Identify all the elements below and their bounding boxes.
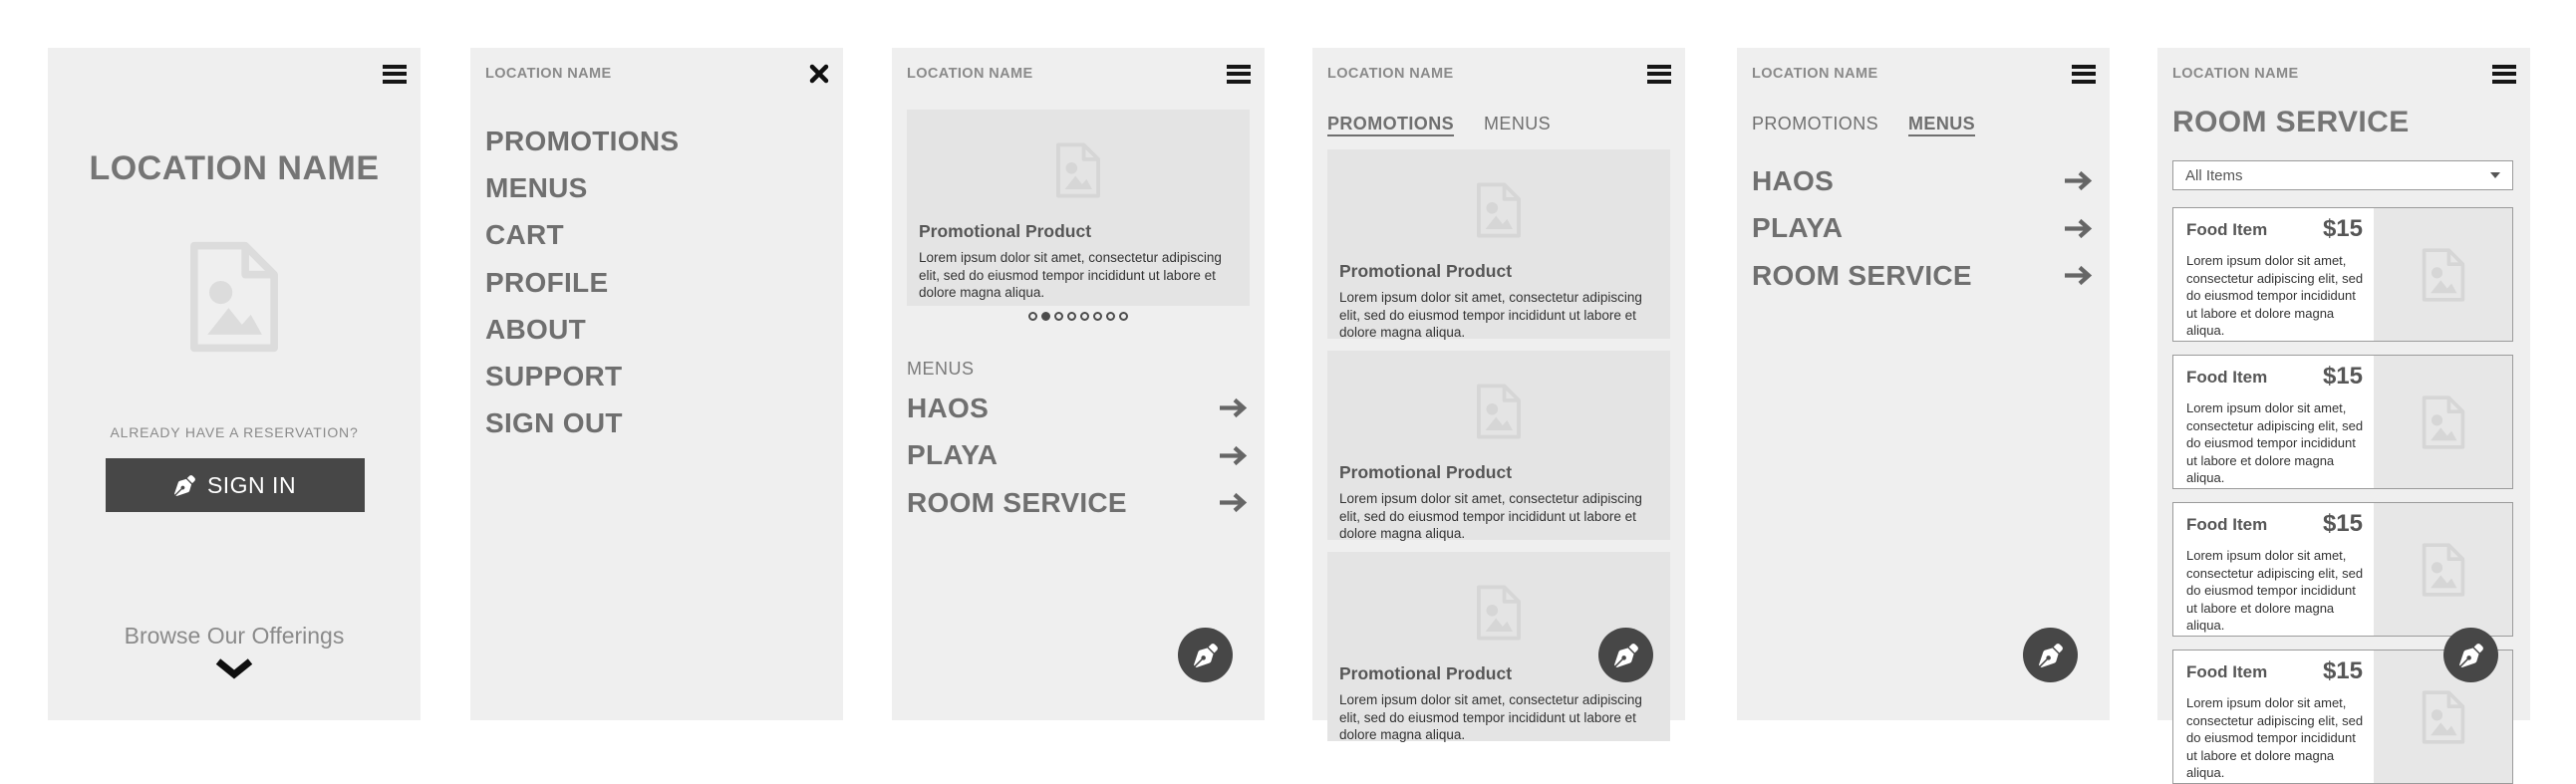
nav-item-cart[interactable]: CART	[485, 219, 564, 251]
app-header	[907, 62, 1251, 86]
header-title: LOCATION NAME	[485, 66, 612, 82]
nav-item-promotions[interactable]: PROMOTIONS	[485, 125, 680, 156]
pen-nib-icon	[174, 475, 195, 496]
chevron-down-icon[interactable]	[48, 657, 421, 681]
tab-menus[interactable]: MENUS	[1908, 114, 1976, 133]
app-header	[2172, 62, 2516, 86]
compose-fab-button[interactable]	[2023, 628, 2078, 682]
reservation-prompt: ALREADY HAVE A RESERVATION?	[110, 424, 359, 440]
carousel-dot[interactable]	[1028, 312, 1037, 321]
food-item-card[interactable]	[2172, 207, 2513, 342]
menus-section-label: MENUS	[907, 359, 975, 379]
caret-down-icon	[2490, 172, 2500, 178]
pen-nib-icon	[2039, 644, 2063, 667]
carousel-card-description: Lorem ipsum dolor sit amet, consectetur adipiscing elit, sed do eiusmod tempor incididunt ut labore et dolore magna aliqua.	[919, 250, 1222, 300]
sign-in-label: SIGN IN	[206, 471, 297, 498]
promo-card-description: Lorem ipsum dolor sit amet, consectetur adipiscing elit, sed do eiusmod tempor incididunt ut labore et dolore magna aliqua.	[1339, 692, 1642, 742]
screen-home	[892, 48, 1265, 720]
food-item-description: Lorem ipsum dolor sit amet, consectetur adipiscing elit, sed do eiusmod tempor incididunt ut labore et dolore magna aliqua.	[2186, 695, 2364, 780]
menu-link-playa[interactable]: PLAYA	[907, 432, 1247, 480]
hamburger-menu-icon[interactable]	[1647, 65, 1671, 84]
food-item-price: $15	[2322, 510, 2363, 537]
promo-card-description: Lorem ipsum dolor sit amet, consectetur adipiscing elit, sed do eiusmod tempor incididunt ut labore et dolore magna aliqua.	[1339, 290, 1642, 340]
carousel-dots	[892, 312, 1265, 321]
screen-welcome	[48, 48, 421, 720]
page-title: ROOM SERVICE	[2172, 106, 2410, 138]
food-item-description: Lorem ipsum dolor sit amet, consectetur adipiscing elit, sed do eiusmod tempor incididunt ut labore et dolore magna aliqua.	[2186, 548, 2364, 633]
image-placeholder-icon	[2374, 503, 2512, 636]
arrow-right-icon	[1219, 445, 1247, 466]
tab-menus[interactable]: MENUS	[1484, 114, 1552, 133]
carousel-dot[interactable]	[1054, 312, 1063, 321]
tab-promotions[interactable]: PROMOTIONS	[1752, 114, 1879, 133]
screen-menus	[1737, 48, 2110, 720]
app-header	[1327, 62, 1671, 86]
tab-promotions[interactable]: PROMOTIONS	[1327, 114, 1455, 133]
pen-nib-icon	[2459, 644, 2483, 667]
menu-link-list	[1752, 157, 2092, 300]
image-placeholder-icon	[48, 239, 421, 355]
image-placeholder-icon	[2374, 208, 2512, 341]
arrow-right-icon	[2064, 170, 2092, 191]
nav-item-menus[interactable]: MENUS	[485, 171, 588, 203]
food-item-description: Lorem ipsum dolor sit amet, consectetur adipiscing elit, sed do eiusmod tempor incididunt ut labore et dolore magna aliqua.	[2186, 253, 2364, 338]
menu-link-haos[interactable]: HAOS	[1752, 157, 2092, 205]
tab-bar	[1327, 114, 1551, 134]
header-title: LOCATION NAME	[907, 66, 1033, 82]
arrow-right-icon	[1219, 492, 1247, 513]
app-header	[485, 62, 829, 86]
app-header	[1752, 62, 2096, 86]
header-title: LOCATION NAME	[1327, 66, 1454, 82]
food-item-name: Food Item	[2186, 662, 2268, 681]
hamburger-menu-icon[interactable]	[383, 65, 407, 84]
header-title: LOCATION NAME	[1752, 66, 1878, 82]
close-icon[interactable]	[809, 64, 829, 84]
food-item-card[interactable]	[2172, 355, 2513, 489]
food-item-name: Food Item	[2186, 515, 2268, 534]
carousel-dot[interactable]	[1119, 312, 1128, 321]
menu-link-room-service[interactable]: ROOM SERVICE	[907, 479, 1247, 527]
carousel-dot[interactable]	[1093, 312, 1102, 321]
hamburger-menu-icon[interactable]	[2072, 65, 2096, 84]
promo-card[interactable]	[1327, 351, 1670, 540]
image-placeholder-icon	[2374, 356, 2512, 488]
app-header	[63, 62, 407, 86]
compose-fab-button[interactable]	[1178, 628, 1233, 682]
food-item-price: $15	[2322, 215, 2363, 242]
item-filter-dropdown[interactable]	[2172, 160, 2513, 190]
promo-card-title: Promotional Product	[1339, 663, 1513, 683]
nav-item-profile[interactable]: PROFILE	[485, 266, 609, 298]
arrow-right-icon	[2064, 265, 2092, 286]
food-item-name: Food Item	[2186, 220, 2268, 239]
carousel-dot[interactable]	[1080, 312, 1089, 321]
nav-item-about[interactable]: ABOUT	[485, 313, 587, 345]
image-placeholder-icon	[907, 141, 1250, 199]
promo-card-title: Promotional Product	[1339, 261, 1513, 281]
carousel-dot[interactable]	[1106, 312, 1115, 321]
filter-value: All Items	[2185, 166, 2243, 184]
arrow-right-icon	[2064, 218, 2092, 239]
hamburger-menu-icon[interactable]	[2492, 65, 2516, 84]
hamburger-menu-icon[interactable]	[1227, 65, 1251, 84]
screen-room-service	[2157, 48, 2530, 780]
carousel-card-title: Promotional Product	[919, 221, 1092, 241]
promo-card-title: Promotional Product	[1339, 462, 1513, 482]
carousel-dot-active[interactable]	[1041, 312, 1050, 321]
location-title: LOCATION NAME	[89, 149, 380, 187]
food-item-name: Food Item	[2186, 368, 2268, 387]
image-placeholder-icon	[1327, 383, 1670, 440]
nav-item-sign-out[interactable]: SIGN OUT	[485, 407, 623, 439]
nav-item-support[interactable]: SUPPORT	[485, 361, 623, 392]
food-item-card[interactable]	[2172, 502, 2513, 637]
tab-bar	[1752, 114, 1975, 134]
carousel-dot[interactable]	[1067, 312, 1076, 321]
food-item-price: $15	[2322, 363, 2363, 390]
promo-card-description: Lorem ipsum dolor sit amet, consectetur adipiscing elit, sed do eiusmod tempor incididunt ut labore et dolore magna aliqua.	[1339, 491, 1642, 541]
pen-nib-icon	[1194, 644, 1218, 667]
screen-nav-menu	[470, 48, 843, 720]
promo-card[interactable]	[1327, 149, 1670, 339]
menu-link-haos[interactable]: HAOS	[907, 385, 1247, 432]
sign-in-button[interactable]	[106, 458, 365, 512]
menu-link-room-service[interactable]: ROOM SERVICE	[1752, 252, 2092, 300]
menu-link-playa[interactable]: PLAYA	[1752, 205, 2092, 253]
image-placeholder-icon	[1327, 181, 1670, 239]
compose-fab-button[interactable]	[1598, 628, 1653, 682]
carousel-card[interactable]	[907, 110, 1250, 306]
nav-menu-list	[485, 118, 828, 447]
browse-offerings-label: Browse Our Offerings	[124, 623, 345, 649]
menu-link-list	[907, 385, 1247, 527]
header-title: LOCATION NAME	[2172, 66, 2299, 82]
pen-nib-icon	[1614, 644, 1638, 667]
screen-promotions	[1312, 48, 1685, 742]
arrow-right-icon	[1219, 397, 1247, 418]
food-item-price: $15	[2322, 657, 2363, 684]
compose-fab-button[interactable]	[2443, 628, 2498, 682]
food-item-description: Lorem ipsum dolor sit amet, consectetur adipiscing elit, sed do eiusmod tempor incididunt ut labore et dolore magna aliqua.	[2186, 400, 2364, 485]
